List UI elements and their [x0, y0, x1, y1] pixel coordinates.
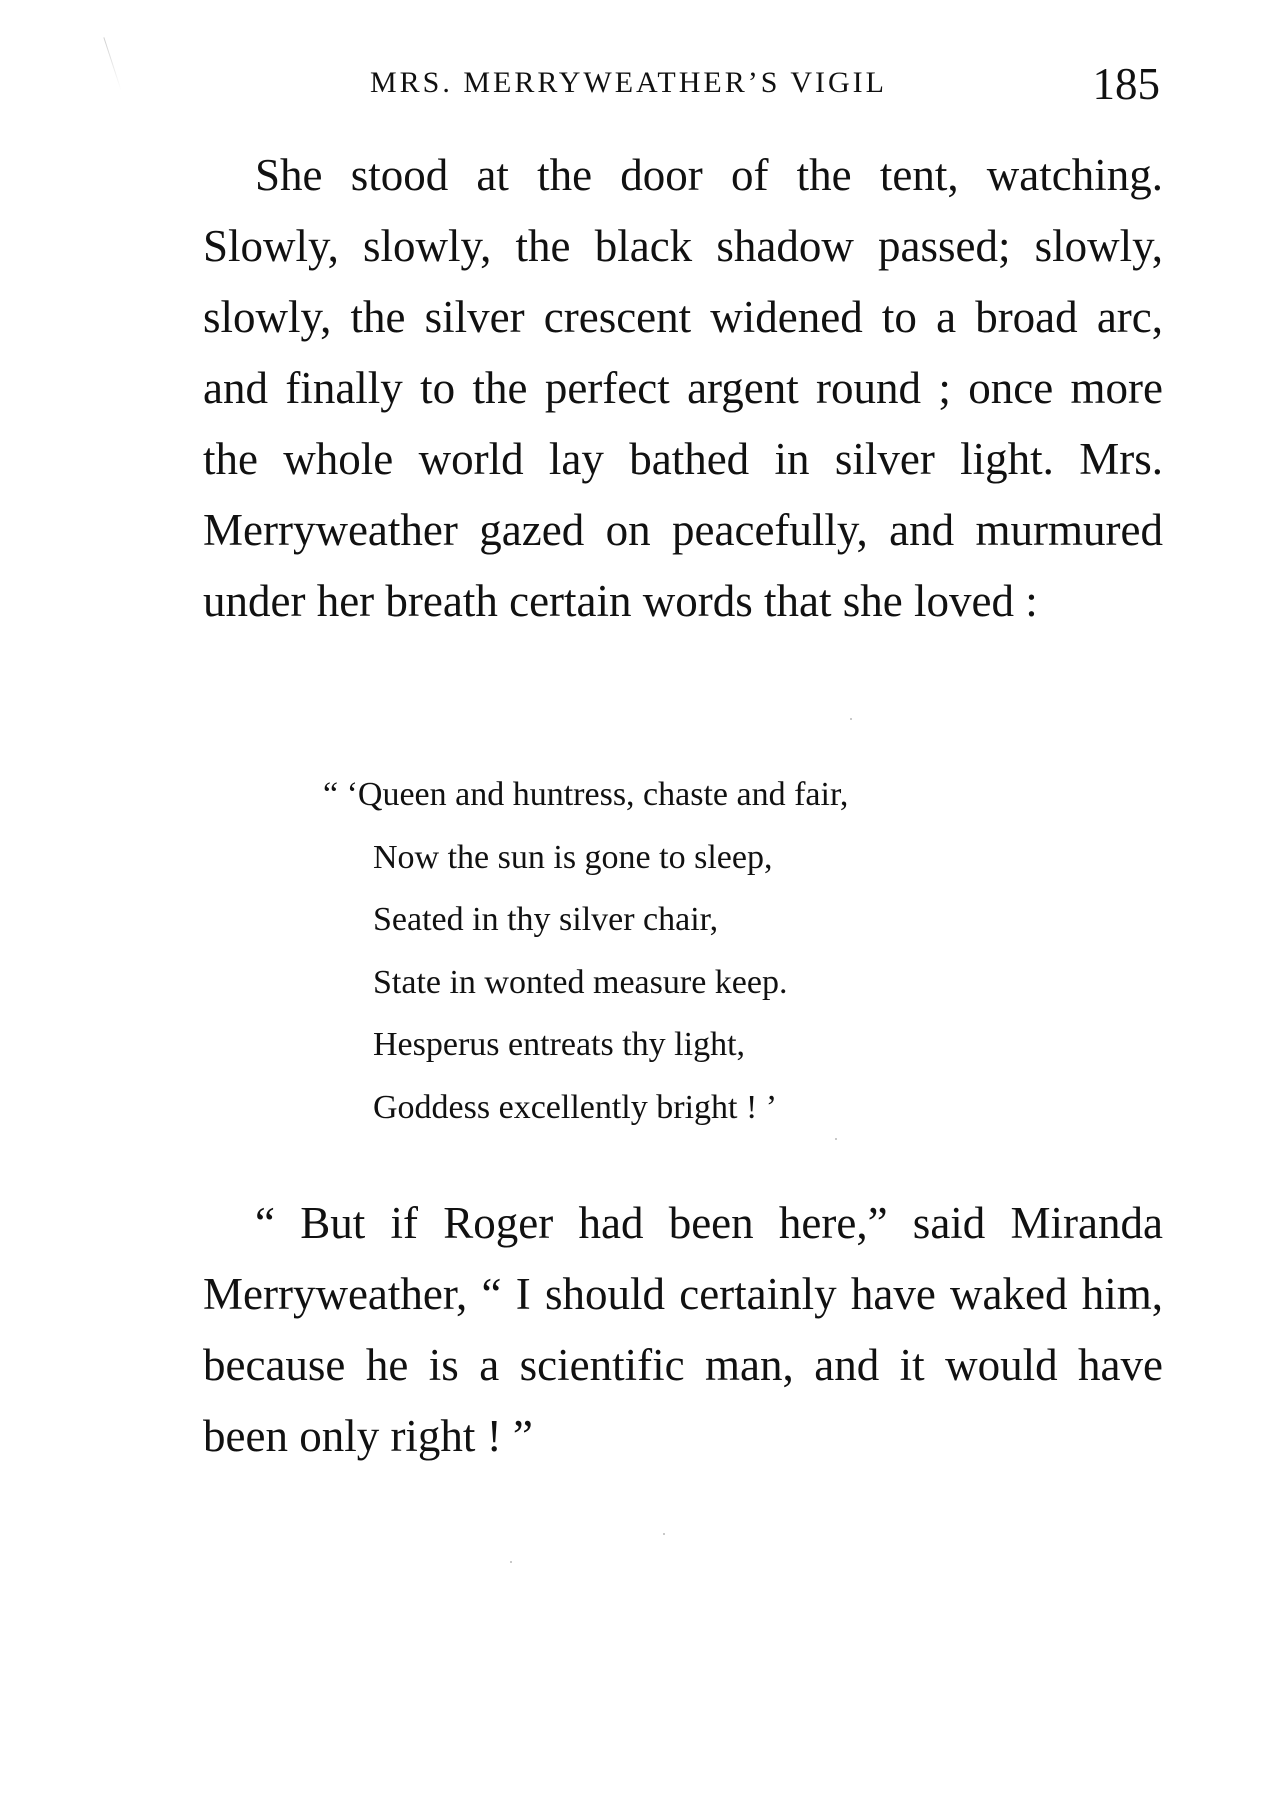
- poem-line: State in wonted measure keep.: [373, 963, 788, 1001]
- paper-speck: [835, 1138, 837, 1140]
- poem-quotation: [323, 764, 1083, 1139]
- page-number: 185: [1092, 59, 1160, 109]
- paper-speck: [850, 718, 852, 720]
- paper-speck: [663, 1533, 665, 1535]
- poem-line: Hesperus entreats thy light,: [373, 1026, 746, 1063]
- paragraph-1: She stood at the door of the tent, watching. Slowly, slowly, the black shadow passed; slowly, slowly, the silver crescent widened to a broad arc, and finally to the perfect argent round ; once more the whole world lay bathed in silver light. Mrs. Merryweather gazed on peacefully, and murmured under her breath certain words that she loved :: [203, 150, 1163, 626]
- running-head: [370, 58, 1160, 118]
- paper-speck: [510, 1561, 512, 1563]
- poem-line: Seated in thy silver chair,: [373, 901, 719, 938]
- poem-line: Goddess excellently bright ! ’: [373, 1088, 778, 1126]
- poem-line: “ ‘Queen and huntress, chaste and fair,: [323, 776, 849, 813]
- scan-edge-mark: [103, 37, 121, 91]
- poem-line: Now the sun is gone to sleep,: [373, 838, 773, 876]
- paragraph-2: “ But if Roger had been here,” said Miranda Merryweather, “ I should certainly have waked him, because he is a scientific man, and it would have been only right ! ”: [203, 1198, 1163, 1461]
- running-title: MRS. MERRYWEATHER’S VIGIL: [370, 66, 887, 99]
